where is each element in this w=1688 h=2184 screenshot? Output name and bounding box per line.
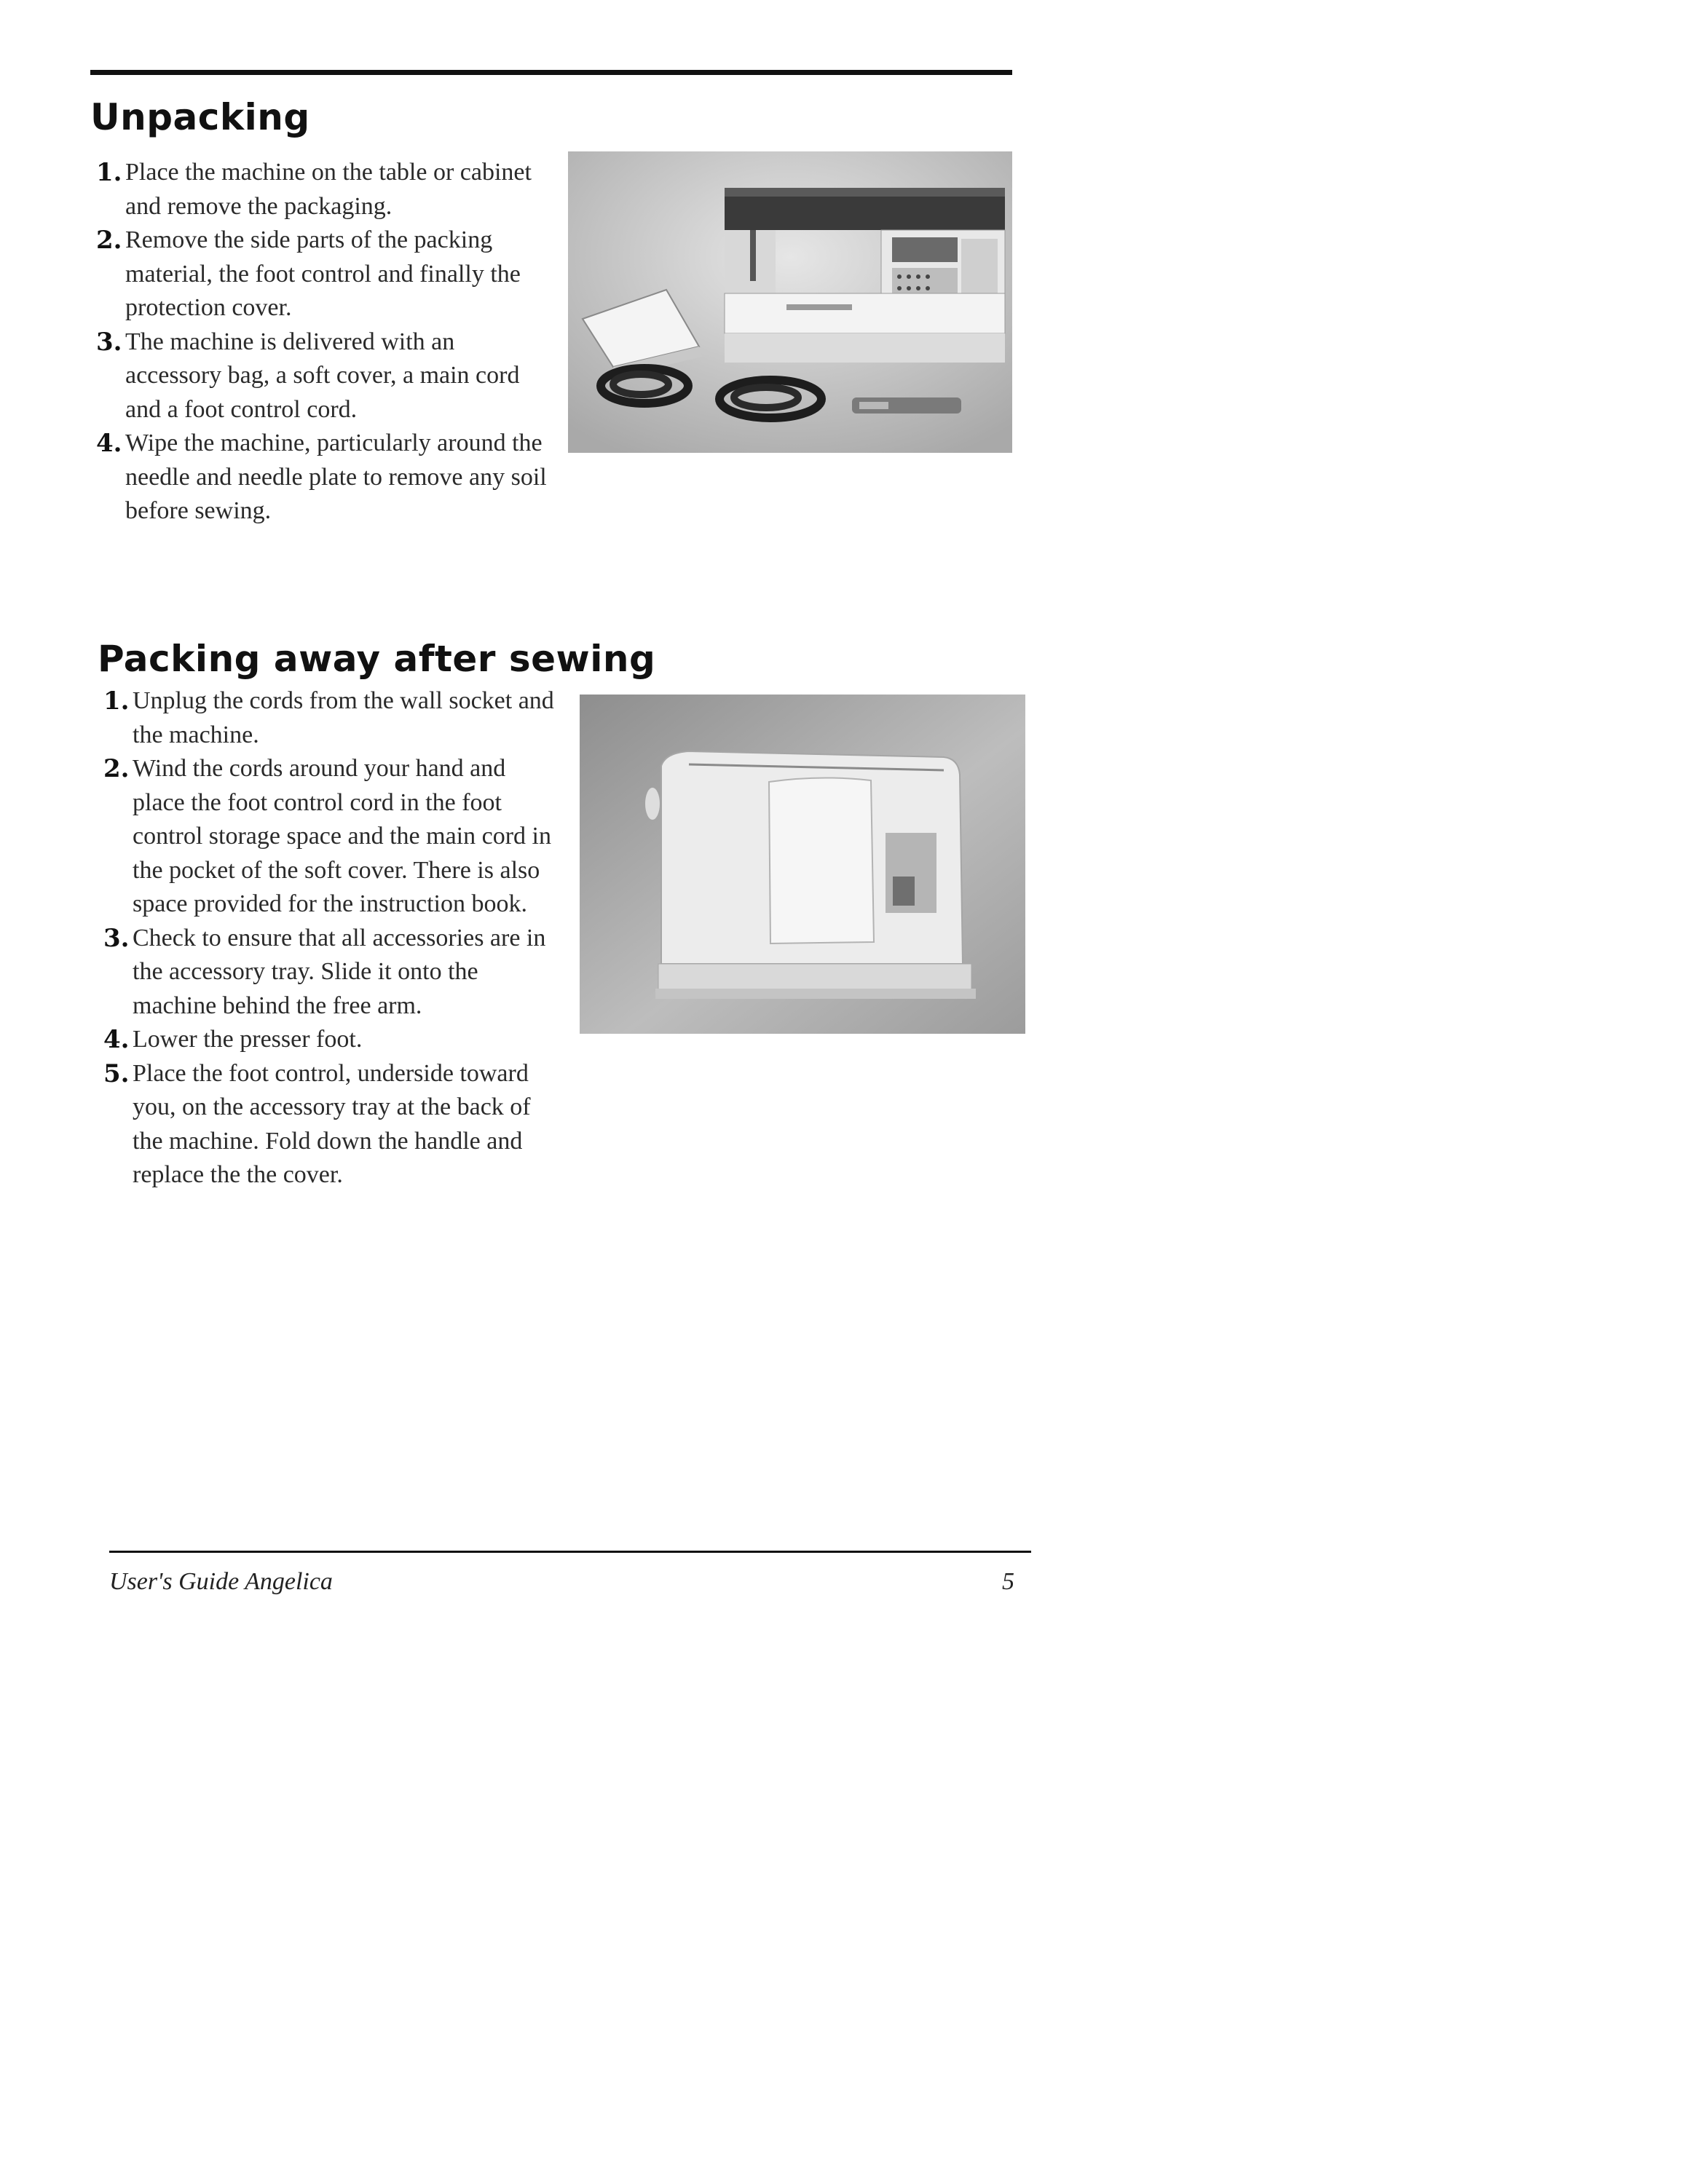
section-title-unpacking: Unpacking (90, 96, 310, 138)
step-text: Unplug the cords from the wall socket and the machine. (133, 687, 554, 748)
step-text: Wind the cords around your hand and place the foot control cord in the foot control storage space and the main cord in the pocket of the soft cover. There is also space provided for the instruction book. (133, 755, 551, 917)
covered-machine-illustration (580, 695, 1025, 1034)
step-text: The machine is delivered with an accessory bag, a soft cover, a main cord and a foot control cord. (125, 328, 520, 423)
step-text: Lower the presser foot. (133, 1026, 363, 1053)
list-item (90, 325, 556, 427)
footer-rule (109, 1551, 1031, 1553)
photo-covered-machine (580, 695, 1025, 1034)
step-number: 2. (96, 226, 122, 255)
list-item (98, 1057, 564, 1192)
list-item (90, 223, 556, 325)
step-number: 3. (96, 327, 122, 357)
step-number: 4. (103, 1025, 130, 1054)
machine-with-accessories-illustration (568, 151, 1012, 453)
list-item (90, 427, 556, 529)
list-item (90, 156, 556, 223)
step-text: Wipe the machine, particularly around the needle and needle plate to remove any soil before sewing. (125, 430, 547, 524)
step-text: Remove the side parts of the packing material, the foot control and finally the protection cover. (125, 226, 521, 321)
top-rule (90, 70, 1012, 75)
step-number: 1. (103, 687, 130, 716)
page-number: 5 (1002, 1568, 1014, 1595)
list-item (98, 752, 564, 922)
step-number: 4. (96, 429, 122, 458)
list-item (98, 922, 564, 1024)
list-item (98, 684, 564, 752)
section-title-packing-away: Packing away after sewing (98, 638, 656, 680)
step-text: Check to ensure that all accessories are in the accessory tray. Slide it onto the machine behind the free arm. (133, 924, 546, 1019)
step-number: 5. (103, 1059, 130, 1088)
unpacking-steps (90, 156, 556, 529)
step-number: 2. (103, 754, 130, 783)
list-item (98, 1023, 564, 1057)
photo-unpacked-machine (568, 151, 1012, 453)
step-text: Place the machine on the table or cabinet and remove the packaging. (125, 159, 532, 220)
footer-title: User's Guide Angelica (109, 1568, 333, 1595)
packing-away-steps (98, 684, 564, 1192)
step-text: Place the foot control, underside toward you, on the accessory tray at the back of the machine. Fold down the handle and replace the the cover. (133, 1059, 531, 1188)
step-number: 1. (96, 158, 122, 187)
step-number: 3. (103, 923, 130, 953)
